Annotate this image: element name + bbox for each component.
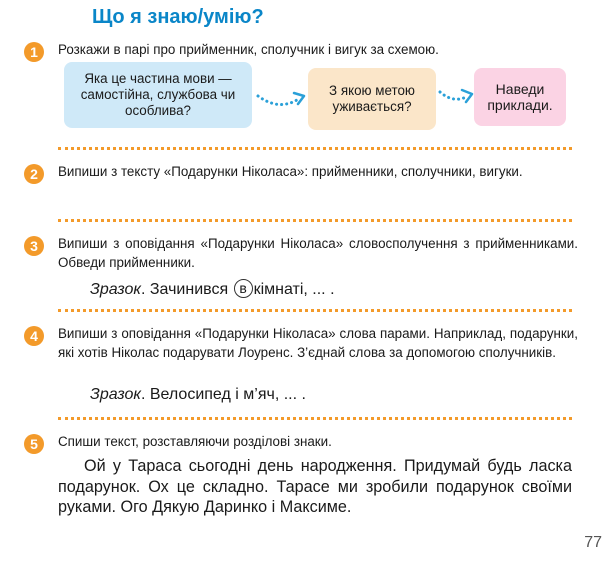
task-5-text: Спиши текст, розставляючи розділові знаки. [58, 434, 332, 449]
task-3-text: Випиши з оповідання «Подарунки Ніколаса» словосполучення з прийменниками. Обведи прийменники. [58, 236, 578, 270]
scheme-box-part-of-speech-text: Яка це частина мови — самостійна, службова чи особлива? [80, 71, 236, 118]
scheme-box-examples [474, 68, 566, 126]
task-2-text: Випиши з тексту «Подарунки Ніколаса»: прийменники, сполучники, вигуки. [58, 164, 523, 179]
task-number-3: 3 [24, 236, 44, 256]
task-number-5: 5 [24, 434, 44, 454]
task-5-passage-text: Ой у Тараса сьогодні день народження. Придумай будь ласка подарунок. Ох це складно. Тарасе ми зробили подарунок своїми руками. Ого Дякую Даринко і Максиме. [58, 457, 572, 516]
dotted-arrow-icon [438, 84, 476, 108]
example-text-start: . Зачинився [140, 281, 229, 298]
dotted-separator [58, 309, 572, 312]
example-text: . Велосипед і м’яч, ... . [140, 386, 306, 403]
example-text-end: кімнаті, ... . [253, 281, 335, 298]
dotted-separator [58, 147, 572, 150]
task-5-passage [58, 456, 572, 518]
task-number-1: 1 [24, 42, 44, 62]
example-label: Зразок [90, 281, 141, 298]
task-4-example [90, 385, 306, 405]
task-3-example [90, 279, 335, 300]
scheme-box-purpose [308, 68, 436, 130]
task-1-text: Розкажи в парі про прийменник, сполучник і вигук за схемою. [58, 42, 439, 57]
dotted-arrow-icon [256, 88, 308, 112]
page-number: 77 [584, 534, 602, 551]
page-title: Що я знаю/умію? [92, 6, 264, 28]
scheme-box-purpose-text: З якою метою уживається? [329, 83, 415, 114]
example-label: Зразок [90, 386, 141, 403]
task-number-4: 4 [24, 326, 44, 346]
task-number-2: 2 [24, 164, 44, 184]
scheme-box-part-of-speech [64, 62, 252, 128]
dotted-separator [58, 219, 572, 222]
scheme-box-examples-text: Наведи приклади. [487, 81, 553, 113]
dotted-separator [58, 417, 572, 420]
circled-preposition: в [234, 279, 253, 298]
task-4-text: Випиши з оповідання «Подарунки Ніколаса» слова парами. Наприклад, подарунки, які хотів Ніколас подарувати Лоуренс. З’єднай слова за допомогою сполучників. [58, 326, 578, 360]
